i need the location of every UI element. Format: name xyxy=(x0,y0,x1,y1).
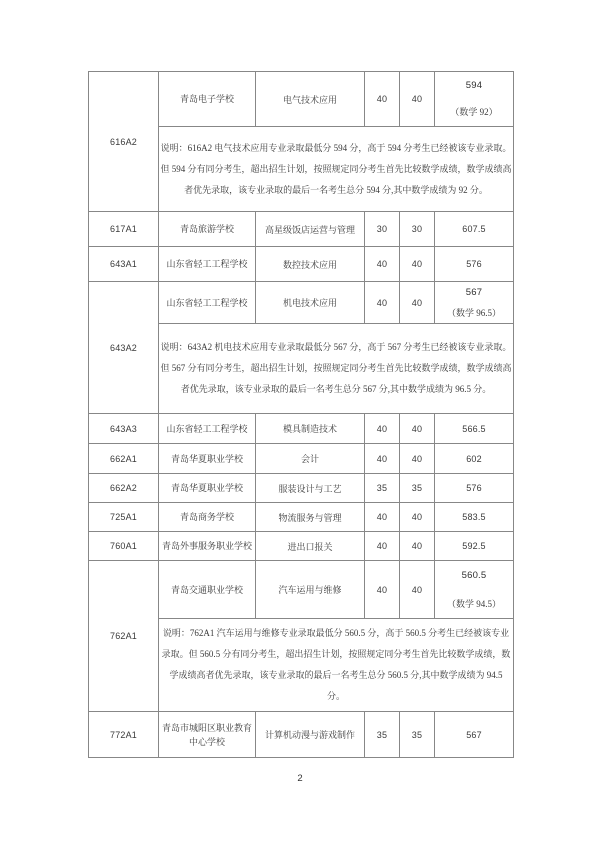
cell-admit-count: 35 xyxy=(400,474,435,503)
cell-major: 高星级饭店运营与管理 xyxy=(256,212,365,247)
cell-code: 760A1 xyxy=(89,532,159,561)
cell-score: 592.5 xyxy=(435,532,514,561)
cell-admit-count: 40 xyxy=(400,247,435,282)
score-value: 560.5 xyxy=(461,569,487,581)
cell-plan-count: 35 xyxy=(365,712,400,758)
cell-major: 会计 xyxy=(256,444,365,474)
table-row xyxy=(89,247,514,282)
cell-score xyxy=(435,72,514,127)
cell-admit-count: 40 xyxy=(400,414,435,444)
cell-plan-count: 40 xyxy=(365,414,400,444)
cell-plan-count: 40 xyxy=(365,247,400,282)
cell-school: 山东省轻工工程学校 xyxy=(159,247,256,282)
score-math-note: （数学 96.5） xyxy=(446,307,501,318)
cell-code: 643A2 xyxy=(89,282,159,414)
cell-score xyxy=(435,282,514,324)
cell-code: 643A3 xyxy=(89,414,159,444)
cell-code: 762A1 xyxy=(89,561,159,712)
cell-admit-count: 40 xyxy=(400,444,435,474)
table-row xyxy=(89,561,514,619)
table-row xyxy=(89,532,514,561)
cell-admit-count: 40 xyxy=(400,72,435,127)
cell-major: 物流服务与管理 xyxy=(256,503,365,532)
cell-plan-count: 30 xyxy=(365,212,400,247)
cell-plan-count: 40 xyxy=(365,282,400,324)
score-math-note: （数学 94.5） xyxy=(446,598,501,609)
cell-score: 567 xyxy=(435,712,514,758)
cell-plan-count: 40 xyxy=(365,444,400,474)
cell-plan-count: 40 xyxy=(365,532,400,561)
cell-major: 模具制造技术 xyxy=(256,414,365,444)
table-row xyxy=(89,282,514,324)
cell-admit-count: 40 xyxy=(400,532,435,561)
table-row xyxy=(89,414,514,444)
cell-score: 566.5 xyxy=(435,414,514,444)
page-number: 2 xyxy=(297,773,303,784)
cell-code: 772A1 xyxy=(89,712,159,758)
table-row xyxy=(89,72,514,127)
cell-major: 服装设计与工艺 xyxy=(256,474,365,503)
cell-score: 583.5 xyxy=(435,503,514,532)
cell-explanation: 说明：616A2 电气技术应用专业录取最低分 594 分，高于 594 分考生已经被该专业录取。但 594 分有同分考生，超出招生计划，按照规定同分考生首先比较数学成绩，数学成绩高者优先录取，该专业录取的最后一名考生总分 594 分,其中数学成绩为 92 分。 xyxy=(159,127,514,212)
cell-code: 725A1 xyxy=(89,503,159,532)
cell-school: 青岛交通职业学校 xyxy=(159,561,256,619)
cell-admit-count: 35 xyxy=(400,712,435,758)
cell-school: 青岛商务学校 xyxy=(159,503,256,532)
cell-school: 青岛华夏职业学校 xyxy=(159,444,256,474)
table-row xyxy=(89,503,514,532)
cell-major: 电气技术应用 xyxy=(256,72,365,127)
table-row xyxy=(89,474,514,503)
cell-explanation: 说明：643A2 机电技术应用专业录取最低分 567 分，高于 567 分考生已经被该专业录取。但 567 分有同分考生，超出招生计划，按照规定同分考生首先比较数学成绩，数学成绩高者优先录取，该专业录取的最后一名考生总分 567 分,其中数学成绩为 96.5 分。 xyxy=(159,324,514,414)
cell-code: 643A1 xyxy=(89,247,159,282)
cell-plan-count: 40 xyxy=(365,72,400,127)
cell-plan-count: 40 xyxy=(365,561,400,619)
cell-score: 602 xyxy=(435,444,514,474)
cell-score: 607.5 xyxy=(435,212,514,247)
cell-major: 进出口报关 xyxy=(256,532,365,561)
cell-score: 576 xyxy=(435,247,514,282)
cell-school: 青岛华夏职业学校 xyxy=(159,474,256,503)
table-row xyxy=(89,712,514,758)
score-math-note: （数学 92） xyxy=(450,107,498,118)
cell-explanation: 说明：762A1 汽车运用与维修专业录取最低分 560.5 分，高于 560.5 分考生已经被该专业录取。但 560.5 分有同分考生，超出招生计划，按照规定同分考生首先比较数学成绩，数学成绩高者优先录取，该专业录取的最后一名考生总分 560.5 分,其中数学成绩为 94.5 分。 xyxy=(159,619,514,712)
cell-major: 汽车运用与维修 xyxy=(256,561,365,619)
cell-score: 576 xyxy=(435,474,514,503)
cell-code: 662A2 xyxy=(89,474,159,503)
cell-admit-count: 30 xyxy=(400,212,435,247)
cell-code: 662A1 xyxy=(89,444,159,474)
admission-score-table xyxy=(88,71,514,758)
cell-major: 计算机动漫与游戏制作 xyxy=(256,712,365,758)
cell-score xyxy=(435,561,514,619)
cell-major: 数控技术应用 xyxy=(256,247,365,282)
cell-admit-count: 40 xyxy=(400,503,435,532)
cell-plan-count: 40 xyxy=(365,503,400,532)
cell-school: 山东省轻工工程学校 xyxy=(159,414,256,444)
cell-code: 617A1 xyxy=(89,212,159,247)
score-value: 567 xyxy=(465,286,483,298)
cell-school: 山东省轻工工程学校 xyxy=(159,282,256,324)
cell-school: 青岛电子学校 xyxy=(159,72,256,127)
cell-admit-count: 40 xyxy=(400,561,435,619)
table-row xyxy=(89,444,514,474)
cell-plan-count: 35 xyxy=(365,474,400,503)
cell-major: 机电技术应用 xyxy=(256,282,365,324)
cell-admit-count: 40 xyxy=(400,282,435,324)
cell-school: 青岛外事服务职业学校 xyxy=(159,532,256,561)
table-row xyxy=(89,212,514,247)
cell-school: 青岛市城阳区职业教育中心学校 xyxy=(159,712,256,758)
score-value: 594 xyxy=(465,79,483,91)
cell-code: 616A2 xyxy=(89,72,159,212)
cell-school: 青岛旅游学校 xyxy=(159,212,256,247)
